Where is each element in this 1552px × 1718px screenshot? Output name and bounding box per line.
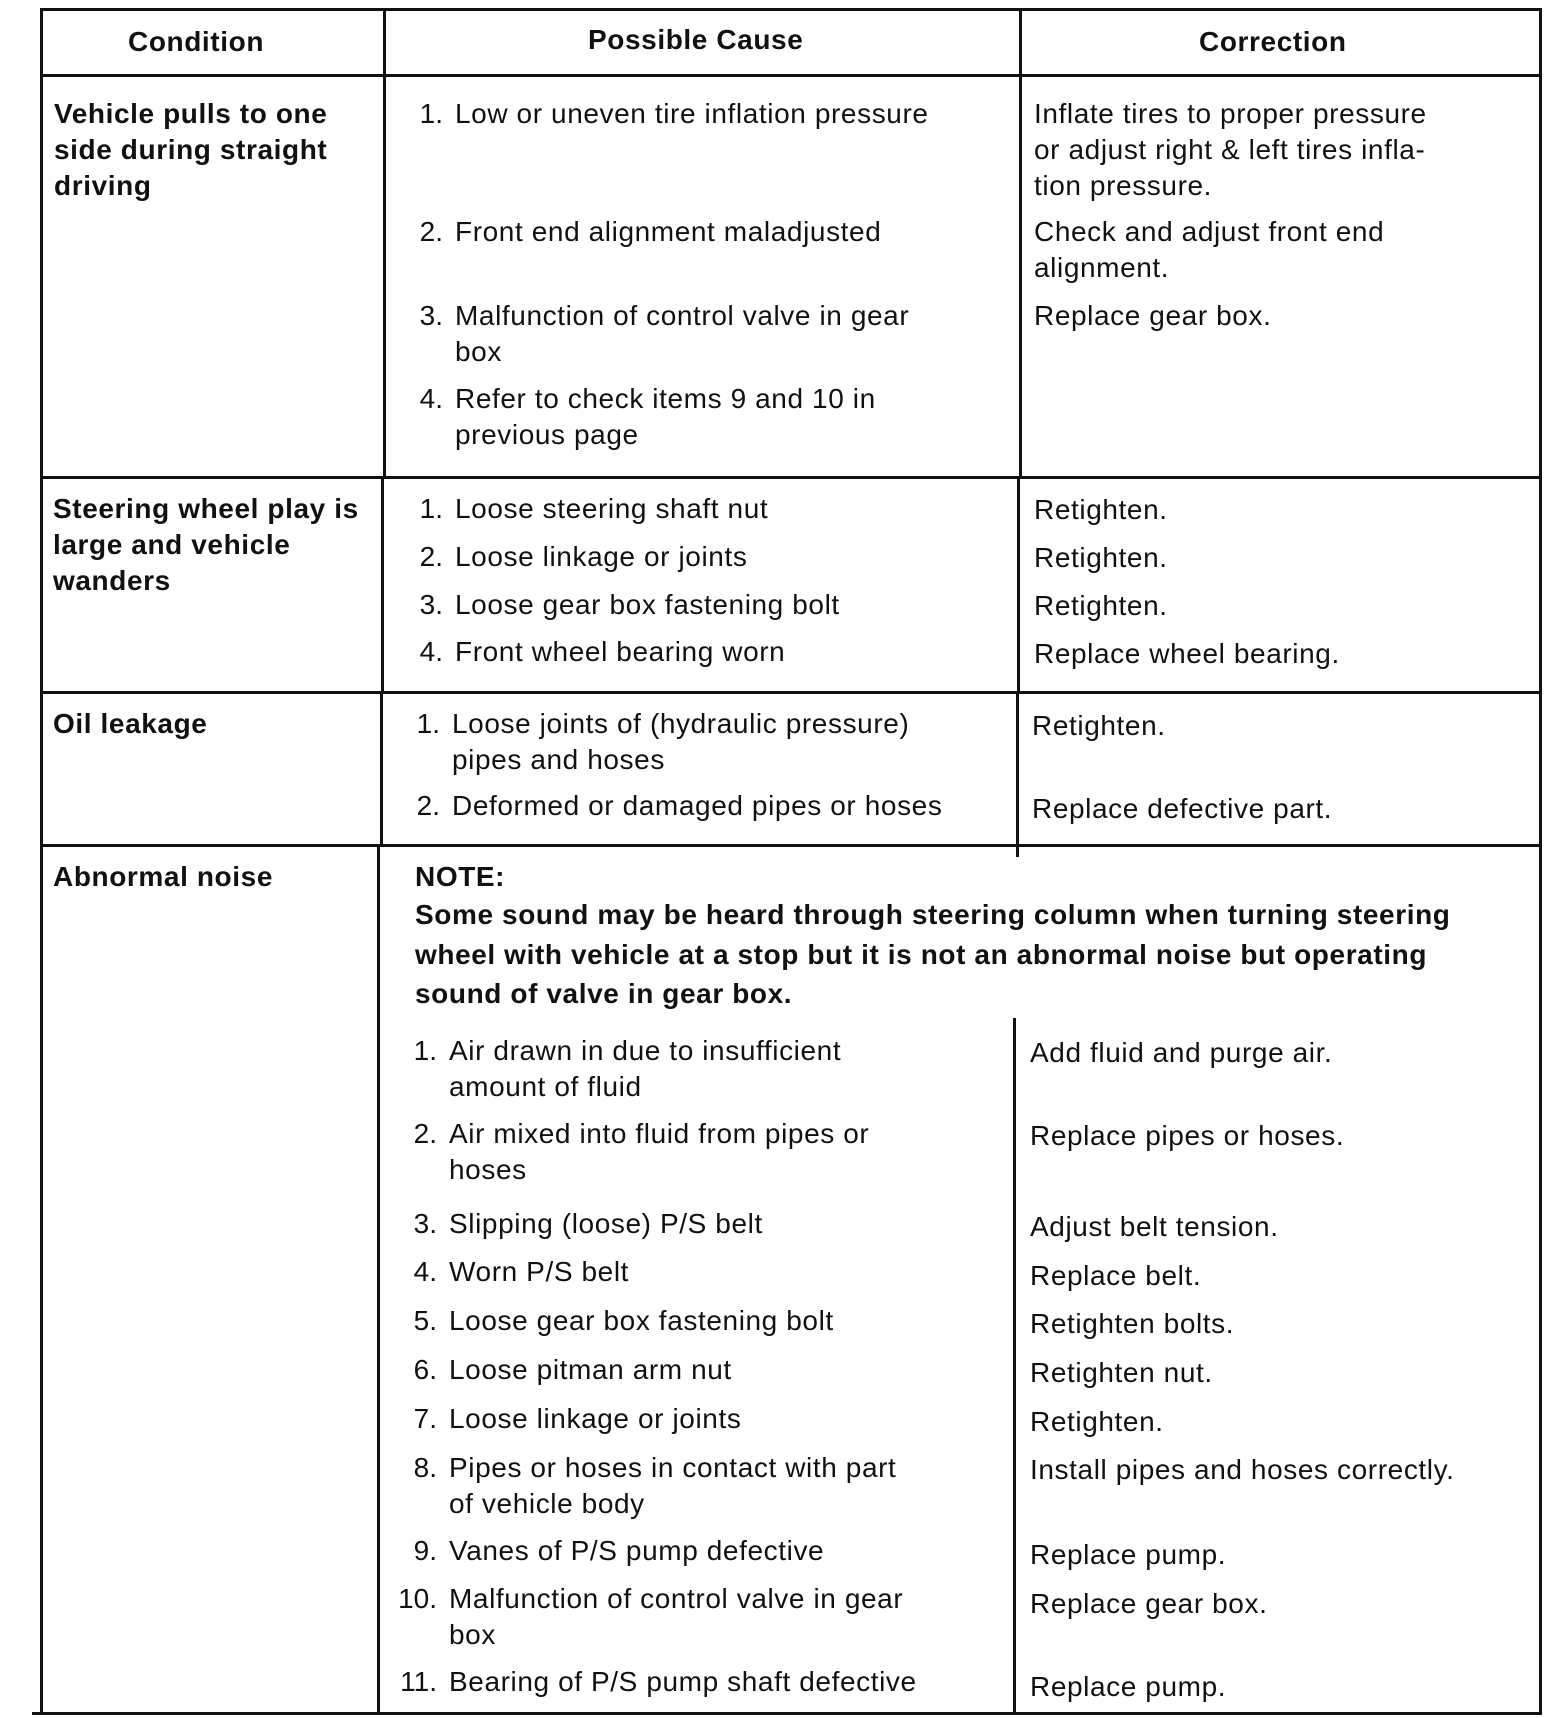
correction-text: alignment.	[1034, 252, 1170, 283]
cause-text: Bearing of P/S pump shaft defective	[449, 1666, 917, 1697]
col-divider-corr-row2	[1017, 476, 1020, 694]
cause-number: 8.	[413, 1452, 437, 1483]
cause-text: pipes and hoses	[452, 744, 665, 775]
correction-text: or adjust right & left tires infla-	[1034, 134, 1426, 165]
correction-text: Retighten.	[1034, 494, 1168, 525]
cause-text: hoses	[449, 1154, 527, 1185]
correction-text: Replace wheel bearing.	[1034, 638, 1340, 669]
cause-text: Worn P/S belt	[449, 1256, 630, 1287]
cause-text: Front end alignment maladjusted	[455, 216, 882, 247]
cause-number: 4.	[419, 383, 443, 414]
note-text: Some sound may be heard through steering column when turning steering	[415, 899, 1451, 930]
cause-number: 4.	[413, 1256, 437, 1287]
correction-text: Install pipes and hoses correctly.	[1030, 1454, 1455, 1485]
correction-text: Replace defective part.	[1032, 793, 1333, 824]
correction-text: Inflate tires to proper pressure	[1034, 98, 1427, 129]
note-text: wheel with vehicle at a stop but it is not an abnormal noise but operating	[415, 939, 1428, 970]
cause-number: 4.	[419, 636, 443, 667]
cause-text: previous page	[455, 419, 639, 450]
cause-text: Deformed or damaged pipes or hoses	[452, 790, 943, 821]
cause-text: box	[455, 336, 502, 367]
table-right-border	[1539, 8, 1542, 1713]
correction-text: Retighten.	[1034, 590, 1168, 621]
condition-text: side during straight	[54, 134, 328, 165]
header-possible-cause: Possible Cause	[588, 24, 804, 55]
cause-text: Loose pitman arm nut	[449, 1354, 732, 1385]
row-divider-1	[40, 476, 1542, 479]
cause-text: Loose linkage or joints	[455, 541, 748, 572]
header-correction: Correction	[1199, 26, 1347, 57]
cause-number: 10.	[398, 1583, 437, 1614]
cause-text: Air mixed into fluid from pipes or	[449, 1118, 870, 1149]
col-divider-corr-row4	[1013, 1018, 1016, 1714]
cause-number: 5.	[413, 1305, 437, 1336]
cause-number: 11.	[400, 1666, 437, 1697]
cause-text: amount of fluid	[449, 1071, 642, 1102]
cause-text: Loose gear box fastening bolt	[455, 589, 840, 620]
cause-number: 2.	[413, 1118, 437, 1149]
cause-text: Front wheel bearing worn	[455, 636, 786, 667]
cause-number: 2.	[416, 790, 440, 821]
cause-number: 2.	[419, 541, 443, 572]
correction-text: Replace gear box.	[1030, 1588, 1268, 1619]
correction-text: Replace pump.	[1030, 1539, 1227, 1570]
col-divider-corr-row1	[1019, 74, 1022, 479]
cause-text: Pipes or hoses in contact with part	[449, 1452, 897, 1483]
condition-text: Oil leakage	[53, 708, 208, 739]
correction-text: Replace pipes or hoses.	[1030, 1120, 1345, 1151]
cause-text: Low or uneven tire inflation pressure	[455, 98, 929, 129]
cause-text: Loose gear box fastening bolt	[449, 1305, 834, 1336]
cause-text: Loose joints of (hydraulic pressure)	[452, 708, 910, 739]
correction-text: Retighten.	[1032, 710, 1166, 741]
cause-text: Slipping (loose) P/S belt	[449, 1208, 763, 1239]
cause-number: 1.	[413, 1035, 437, 1066]
header-condition: Condition	[128, 26, 265, 57]
table-header-divider	[40, 74, 1542, 77]
note-text: sound of valve in gear box.	[415, 978, 793, 1009]
correction-text: Check and adjust front end	[1034, 216, 1385, 247]
table-bottom-border	[32, 1712, 1542, 1715]
condition-text: Abnormal noise	[53, 861, 273, 892]
table-left-border	[40, 8, 43, 1713]
condition-text: wanders	[53, 565, 171, 596]
condition-text: Vehicle pulls to one	[54, 98, 328, 129]
cause-number: 1.	[419, 493, 443, 524]
cause-number: 3.	[419, 300, 443, 331]
correction-text: Replace gear box.	[1034, 300, 1272, 331]
cause-number: 1.	[416, 708, 440, 739]
condition-text: driving	[54, 170, 152, 201]
header-divider-2	[1019, 8, 1022, 76]
cause-number: 1.	[419, 98, 443, 129]
cause-number: 3.	[413, 1208, 437, 1239]
cause-number: 6.	[413, 1354, 437, 1385]
cause-text: Loose steering shaft nut	[455, 493, 769, 524]
cause-text: of vehicle body	[449, 1488, 645, 1519]
correction-text: Replace pump.	[1030, 1671, 1227, 1702]
cause-number: 9.	[413, 1535, 437, 1566]
correction-text: Retighten.	[1034, 542, 1168, 573]
correction-text: Add fluid and purge air.	[1030, 1037, 1333, 1068]
cause-text: Loose linkage or joints	[449, 1403, 742, 1434]
condition-text: large and vehicle	[53, 529, 291, 560]
cause-number: 3.	[419, 589, 443, 620]
correction-text: Adjust belt tension.	[1030, 1211, 1279, 1242]
table-top-border	[40, 8, 1542, 11]
col-divider-corr-row3	[1016, 691, 1019, 857]
cause-text: box	[449, 1619, 496, 1650]
correction-text: Replace belt.	[1030, 1260, 1202, 1291]
cause-text: Malfunction of control valve in gear	[449, 1583, 904, 1614]
note-label: NOTE:	[415, 861, 506, 892]
row-divider-2	[40, 691, 1542, 694]
cause-number: 2.	[419, 216, 443, 247]
col-divider-cond-row1	[383, 74, 386, 479]
cause-text: Refer to check items 9 and 10 in	[455, 383, 876, 414]
row-divider-3	[40, 844, 1542, 847]
cause-number: 7.	[413, 1403, 437, 1434]
correction-text: Retighten nut.	[1030, 1357, 1213, 1388]
cause-text: Malfunction of control valve in gear	[455, 300, 910, 331]
correction-text: tion pressure.	[1034, 170, 1213, 201]
condition-text: Steering wheel play is	[53, 493, 359, 524]
header-divider-1	[383, 8, 386, 76]
cause-text: Vanes of P/S pump defective	[449, 1535, 825, 1566]
correction-text: Retighten.	[1030, 1406, 1164, 1437]
correction-text: Retighten bolts.	[1030, 1308, 1235, 1339]
cause-text: Air drawn in due to insufficient	[449, 1035, 842, 1066]
